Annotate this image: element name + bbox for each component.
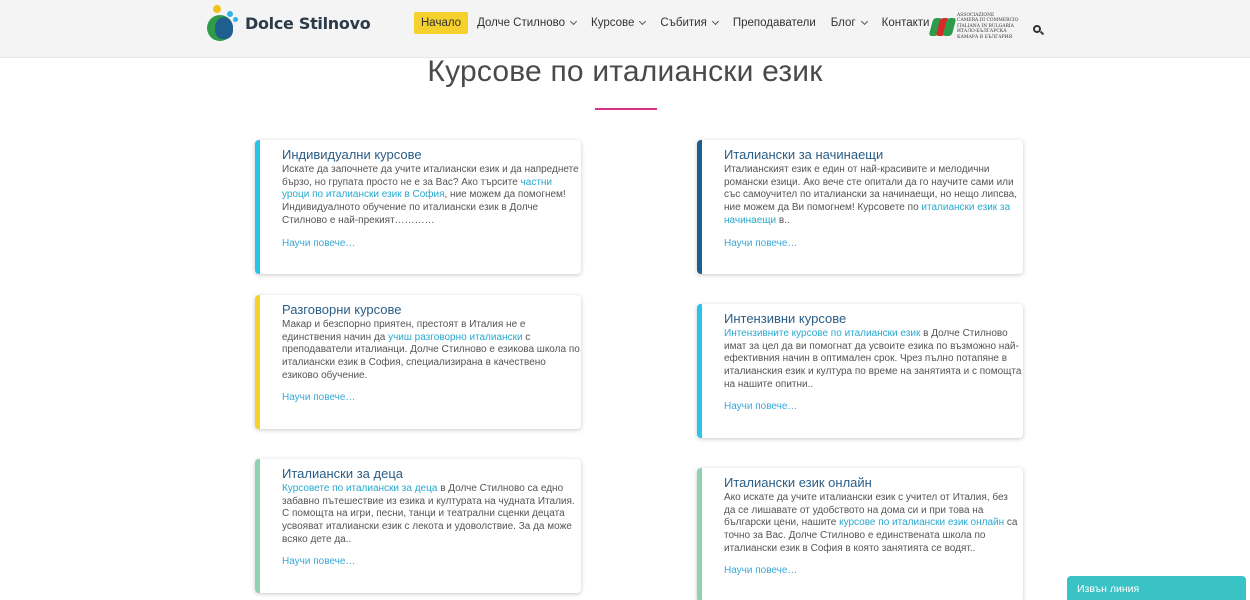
title-divider [595, 108, 657, 110]
partner-logo[interactable] [930, 13, 1018, 40]
card-description: Курсовете по италиански за деца в Долче Стилново са едно забавно пътешествие из езика и културата на чудната Италия. С помощта на игри, песни, танци и театрални сценки децата усвояват италиански език с лекота и удоволствие. За да може всяко дете да.. [282, 483, 575, 545]
card-inline-link[interactable]: частни уроци по италиански език в София [282, 176, 553, 201]
nav-item-contacts[interactable]: Контакти [882, 17, 941, 29]
learn-more-link[interactable]: Научи повече… [724, 401, 798, 412]
course-card-kids [255, 459, 581, 593]
partner-text: ASSOCIAZIONE CAMERA DI COMMERCIO ITALIANA IN BULGARIA ИТАЛО-БЪЛГАРСКА КАМАРА В БЪЛГАРИЯ [957, 13, 1019, 40]
course-card-beginners [697, 140, 1023, 274]
nav-item-events[interactable]: Събития [660, 17, 717, 29]
nav-item-home[interactable]: Начало [414, 12, 468, 34]
learn-more-link[interactable]: Научи повече… [282, 238, 356, 249]
nav-item-blog[interactable]: Блог [831, 17, 867, 29]
card-inline-link[interactable]: Курсовете по италиански за деца [282, 483, 438, 494]
learn-more-link[interactable]: Научи повече… [282, 556, 356, 567]
logo-text: Dolce Stilnovo [245, 13, 371, 33]
chevron-down-icon [861, 18, 868, 25]
logo-icon [203, 5, 239, 41]
nav-item-teachers[interactable]: Преподаватели [732, 17, 816, 29]
card-title[interactable]: Интензивни курсове [724, 311, 847, 326]
learn-more-link[interactable]: Научи повече… [724, 565, 798, 576]
site-header [0, 0, 1250, 58]
chevron-down-icon [639, 18, 646, 25]
card-inline-link[interactable]: курсове по италиански език онлайн [839, 517, 1005, 529]
main-nav [414, 11, 955, 35]
page-title: Курсове по италиански език [427, 55, 823, 88]
card-title[interactable]: Италиански език онлайн [724, 475, 872, 490]
course-card-intensive [697, 304, 1023, 438]
card-inline-link[interactable]: учиш разговорно италиански [388, 331, 523, 343]
live-chat-widget[interactable]: Извън линия [1067, 576, 1246, 600]
nav-item-courses[interactable]: Курсове [591, 17, 645, 29]
card-description: Макар и безспорно приятен, престоят в Италия не е единствения начин да учиш разговорно италиански с преподаватели италианци. Долче Стилново е езикова школа по италиански език в София, специализирана в качествено езиково обучение. [282, 319, 580, 381]
card-inline-link[interactable]: италиански език за начинаещи [724, 202, 1011, 226]
card-description: Италианският език е един от най-красивите и мелодични романски езици. Ако вече сте опитали да го научите сами или със самоучител по италиански за начинаещи, но нещо липсва, ние можем да Ви помогнем! Курсовете по италиански език за начинаещи в.. [724, 164, 1018, 226]
chevron-down-icon [570, 18, 577, 25]
course-card-conversation [255, 295, 581, 429]
card-title[interactable]: Италиански за деца [282, 466, 403, 481]
chamber-of-commerce-icon [930, 16, 954, 38]
course-card-individual [255, 140, 581, 274]
nav-item-dolce-stilnovo[interactable]: Долче Стилново [477, 17, 576, 29]
card-title[interactable]: Индивидуални курсове [282, 147, 422, 162]
learn-more-link[interactable]: Научи повече… [724, 238, 798, 249]
course-card-online [697, 468, 1023, 600]
card-description: Ако искате да учите италиански език с учител от Италия, без да се лишавате от удобството на дома си и при това на български цени, нашите курсове по италиански език онлайн са точно за Вас. Долче Стилново е единствената школа по италиански език в София в която занятията се водят.. [724, 492, 1018, 554]
card-inline-link[interactable]: Интензивните курсове по италиански език [724, 328, 921, 339]
learn-more-link[interactable]: Научи повече… [282, 392, 356, 403]
site-logo[interactable] [203, 4, 370, 42]
card-title[interactable]: Италиански за начинаещи [724, 147, 884, 162]
card-description: Интензивните курсове по италиански език в Долче Стилново имат за цел да ви помогнат да усвоите езика по възможно най-ефективния начин в оптимален срок. Чрез пълно потапяне в италианския език и култура по време на занятията и с помощта на нашите опитни.. [724, 328, 1022, 390]
chevron-down-icon [712, 18, 719, 25]
card-description: Искате да започнете да учите италиански език и да напреднете бързо, но групата просто не е за Вас? Ако търсите частни уроци по италиански език в София, ние можем да помогнем! Индивидуалното обучение по италиански език в Долче Стилново е най-прекият………… [282, 164, 579, 226]
card-title[interactable]: Разговорни курсове [282, 302, 402, 317]
search-icon[interactable] [1033, 25, 1043, 35]
